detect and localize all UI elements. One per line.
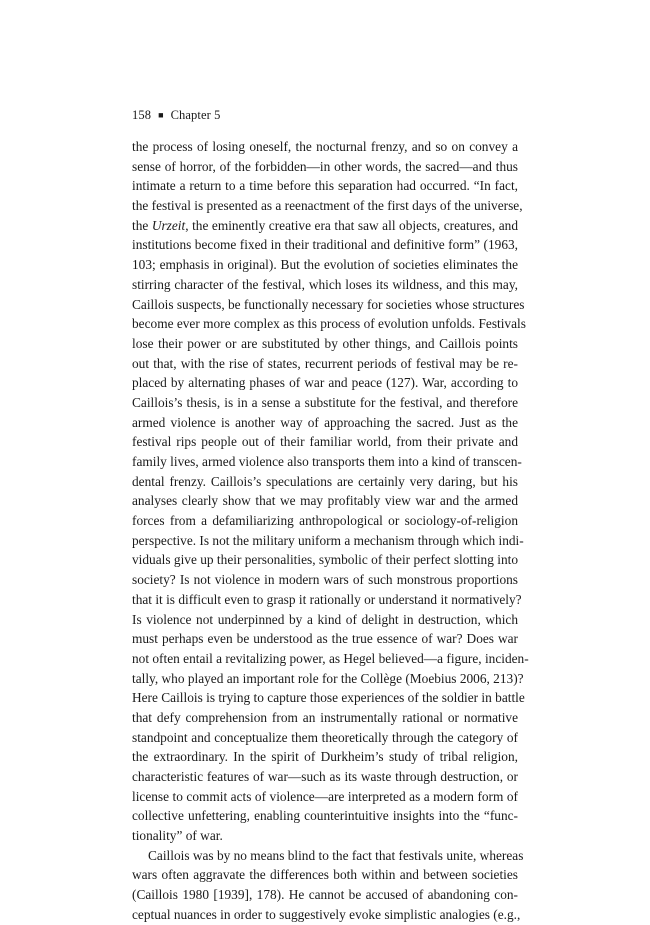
- text-line: family lives, armed violence also transports them into a kind of transcen-: [132, 454, 522, 469]
- running-head: [132, 108, 220, 123]
- text-line: Caillois suspects, be functionally necessary for societies whose structures: [132, 296, 525, 312]
- text-line: dental frenzy. Caillois’s speculations are certainly very daring, but his: [132, 473, 518, 489]
- text-line: stirring character of the festival, which loses its wildness, and this may,: [132, 276, 518, 292]
- text-line: standpoint and conceptualize them theoretically through the category of: [132, 729, 518, 745]
- text-line: tally, who played an important role for the Collège (Moebius 2006, 213)?: [132, 670, 524, 686]
- header-separator: ■: [158, 109, 164, 120]
- text-line: must perhaps even be understood as the true essence of war? Does war: [132, 631, 518, 647]
- text-line: 103; emphasis in original). But the evolution of societies eliminates the: [132, 257, 518, 273]
- text-line: viduals give up their personalities, symbolic of their perfect slotting into: [132, 552, 518, 568]
- text-line: (Caillois 1980 [1939], 178). He cannot be accused of abandoning con-: [132, 887, 518, 903]
- chapter-label: Chapter 5: [170, 108, 221, 122]
- text-line: forces from a defamiliarizing anthropological or sociology-of-religion: [132, 513, 518, 529]
- text-line: the extraordinary. In the spirit of Durkheim’s study of tribal religion,: [132, 749, 518, 765]
- text-line: that it is difficult even to grasp it rationally or understand it normatively?: [132, 591, 522, 607]
- text-line: festival rips people out of their familiar world, from their private and: [132, 434, 518, 450]
- text-line: Here Caillois is trying to capture those experiences of the soldier in battle: [132, 690, 525, 706]
- text-line: characteristic features of war—such as its waste through destruction, or: [132, 769, 518, 784]
- text-line: Is violence not underpinned by a kind of delight in destruction, which: [132, 611, 518, 627]
- text-line: the festival is presented as a reenactment of the first days of the universe,: [132, 198, 523, 214]
- text-line: not often entail a revitalizing power, as Hegel believed—a figure, inciden-: [132, 650, 529, 666]
- text-line: institutions become fixed in their traditional and definitive form” (1963,: [132, 237, 518, 253]
- text-line: Caillois’s thesis, is in a sense a substitute for the festival, and therefore: [132, 394, 518, 410]
- text-line: lose their power or are substituted by other things, and Caillois points: [132, 335, 518, 351]
- text-line: sense of horror, of the forbidden—in other words, the sacred—and thus: [132, 158, 518, 174]
- text-line: the process of losing oneself, the nocturnal frenzy, and so on convey a: [132, 139, 518, 154]
- text-line: that defy comprehension from an instrumentally rational or normative: [132, 709, 518, 725]
- text-line: tionality” of war.: [132, 828, 223, 844]
- text-line: Caillois was by no means blind to the fact that festivals unite, whereas: [148, 847, 524, 863]
- text-line: perspective. Is not the military uniform a mechanism through which indi-: [132, 532, 524, 548]
- text-line: placed by alternating phases of war and peace (127). War, according to: [132, 375, 518, 391]
- text-line: armed violence is another way of approaching the sacred. Just as the: [132, 414, 518, 430]
- body-text: [132, 137, 529, 925]
- text-line: out that, with the rise of states, recurrent periods of festival may be re-: [132, 355, 518, 371]
- text-line: license to commit acts of violence—are interpreted as a modern form of: [132, 788, 518, 804]
- text-line: society? Is not violence in modern wars of such monstrous proportions: [132, 572, 518, 588]
- text-line: become ever more complex as this process of evolution unfolds. Festivals: [132, 316, 526, 332]
- text-line: intimate a return to a time before this separation had occurred. “In fact,: [132, 178, 518, 194]
- text-segment: , the eminently creative era that saw all objects, creatures, and: [185, 217, 518, 233]
- text-line: [132, 216, 518, 236]
- text-line: ceptual nuances in order to suggestively evoke simplistic analogies (e.g.,: [132, 906, 521, 922]
- text-segment: the: [132, 217, 152, 233]
- text-line: analyses clearly show that we may profitably view war and the armed: [132, 493, 518, 509]
- page-number: 158: [132, 108, 152, 122]
- italic-term: Urzeit: [151, 217, 186, 233]
- text-line: collective unfettering, enabling counterintuitive insights into the “func-: [132, 808, 518, 824]
- text-line: wars often aggravate the differences both within and between societies: [132, 867, 518, 883]
